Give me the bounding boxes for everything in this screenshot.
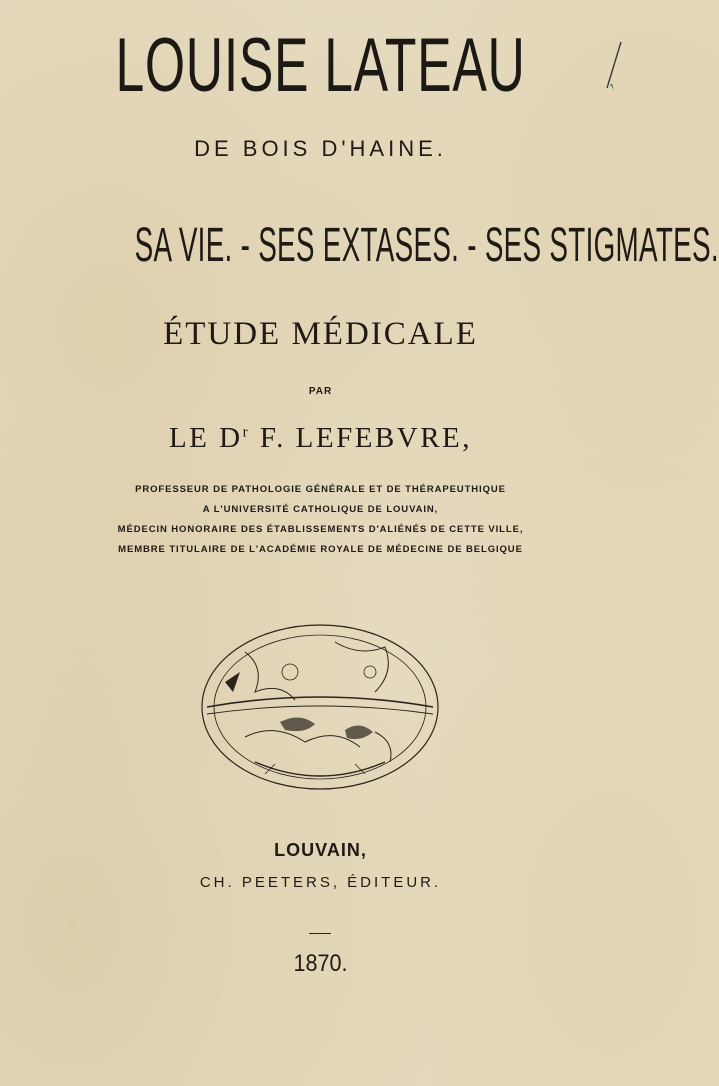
divider-rule xyxy=(309,933,331,934)
printer-device-emblem xyxy=(185,612,455,797)
credential-line: MÉDECIN HONORAIRE DES ÉTABLISSEMENTS D'ALIÉNÉS DE CETTE VILLE, xyxy=(117,524,524,535)
book-subtitle: DE BOIS D'HAINE. xyxy=(194,136,447,161)
credential-line: PROFESSEUR DE PATHOLOGIE GÉNÉRALE ET DE THÉRAPEUTHIQUE xyxy=(135,484,506,495)
pen-slash-mark xyxy=(601,40,625,92)
publication-city: LOUVAIN, xyxy=(274,840,367,860)
author-prefix: LE D xyxy=(168,422,243,454)
book-title: LOUISE LATEAU xyxy=(115,23,526,108)
credential-line: MEMBRE TITULAIRE DE L'ACADÉMIE ROYALE DE MÉDECINE DE BELGIQUE xyxy=(118,544,523,555)
by-label: PAR xyxy=(308,386,333,397)
publication-year: 1870. xyxy=(293,950,348,977)
study-heading: ÉTUDE MÉDICALE xyxy=(163,316,478,352)
author-title-sup: r xyxy=(242,424,251,441)
author-name: F. LEFEBVRE, xyxy=(250,422,473,454)
secondary-title: SA VIE. - SES EXTASES. - SES STIGMATES. xyxy=(134,219,719,272)
publisher-name: CH. PEETERS, ÉDITEUR. xyxy=(199,874,442,891)
author-line xyxy=(0,422,641,455)
credential-line: A L'UNIVERSITÉ CATHOLIQUE DE LOUVAIN, xyxy=(202,504,439,515)
